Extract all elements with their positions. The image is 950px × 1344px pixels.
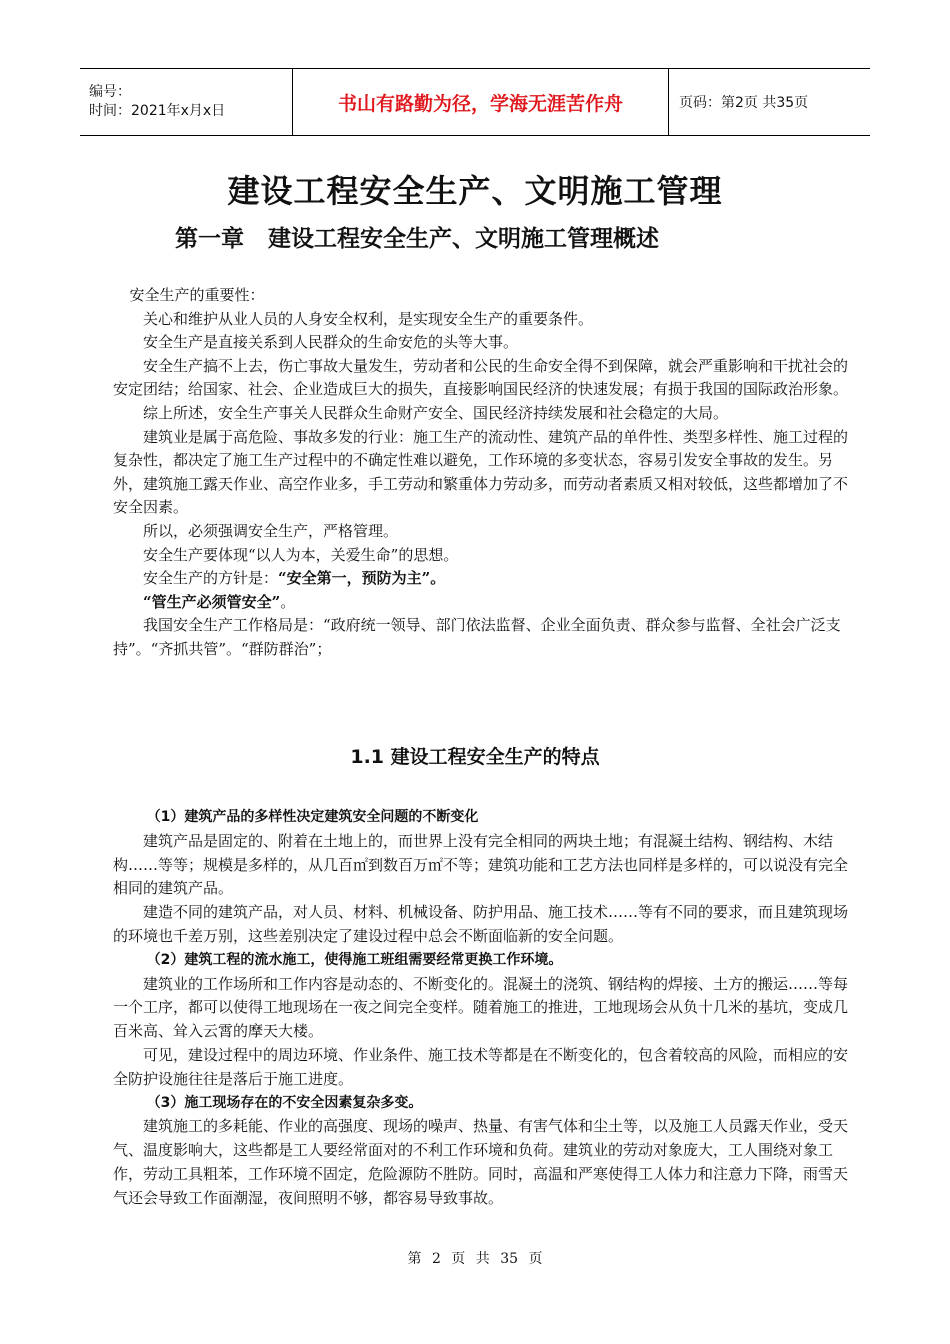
time-label: 时间：2021年x月x日: [89, 103, 226, 119]
subheading: （2）建筑工程的流水施工，使得施工班组需要经常更换工作环境。: [146, 951, 563, 968]
intro-body: [113, 284, 853, 662]
number-label: 编号：: [89, 84, 131, 100]
header-meta-cell: [80, 69, 293, 136]
paragraph: 建筑业是属于高危险、事故多发的行业：施工生产的流动性、建筑产品的单件性、类型多样性、施工过程的复杂性，都决定了施工生产过程中的不确定性难以避免，工作环境的多变状态，容易引发安全事故的发生。另外，建筑施工露天作业、高空作业多，手工劳动和繁重体力劳动多，而劳动者素质又相对较低，这些都增加了不安全因素。: [113, 427, 849, 517]
paragraph: 安全生产要体现“以人为本，关爱生命”的思想。: [143, 545, 459, 564]
header-table: [80, 68, 870, 136]
paragraph: 建造不同的建筑产品，对人员、材料、机械设备、防护用品、施工技术……等有不同的要求，而且建筑现场的环境也千差万别，这些差别决定了建设过程中总会不断面临新的安全问题。: [113, 903, 849, 945]
paragraph: 我国安全生产工作格局是：“政府统一领导、部门依法监督、企业全面负责、群众参与监督、全社会广泛支持”。“齐抓共管”。“群防群治”；: [113, 616, 841, 658]
paragraph: 可见，建设过程中的周边环境、作业条件、施工技术等都是在不断变化的，包含着较高的风险，而相应的安全防护设施往往是落后于施工进度。: [113, 1045, 849, 1088]
paragraph: 建筑施工的多耗能、作业的高强度、现场的噪声、热量、有害气体和尘土等，以及施工人员露天作业，受天气、温度影响大，这些都是工人要经常面对的不利工作环境和负荷。建筑业的劳动对象庞大，工人围绕对象工作，劳动工具粗苯，工作环境不固定，危险源防不胜防。同时，高温和严寒使得工人体力和注意力下降，雨雪天气还会导致工作面潮湿，夜间照明不够，都容易导致事故。: [113, 1117, 849, 1207]
motto: 书山有路勤为径，学海无涯苦作舟: [293, 69, 669, 136]
section-body: [113, 806, 853, 1211]
paragraph: 安全生产搞不上去，伤亡事故大量发生，劳动者和公民的生命安全得不到保障，就会严重影响和干扰社会的安定团结；给国家、社会、企业造成巨大的损失，直接影响国民经济的快速发展；有损于我国的国际政治形象。: [113, 356, 849, 399]
paragraph: 建筑产品是固定的、附着在土地上的，而世界上没有完全相同的两块土地；有混凝土结构、钢结构、木结构……等等；规模是多样的，从几百㎡到数百万㎡不等；建筑功能和工艺方法也同样是多样的，可以说没有完全相同的建筑产品。: [113, 831, 849, 898]
document-title: 建设工程安全生产、文明施工管理: [227, 172, 723, 210]
page-footer: 第 2 页 共 35 页: [407, 1251, 543, 1267]
paragraph: 所以，必须强调安全生产，严格管理。: [143, 521, 399, 540]
chapter-title: 第一章 建设工程安全生产、文明施工管理概述: [175, 226, 660, 252]
paragraph: 建筑业的工作场所和工作内容是动态的、不断变化的。混凝土的浇筑、钢结构的焊接、土方的搬运……等每一个工序，都可以使得工地现场在一夜之间完全变样。随着施工的推进，工地现场会从负十几米的基坑，变成几百米高、耸入云霄的摩天大楼。: [113, 974, 849, 1041]
paragraph: 安全生产的重要性：: [129, 286, 265, 304]
paragraph: [113, 567, 853, 591]
page-info: 页码：第2页 共35页: [669, 69, 871, 136]
punctuation: 。: [280, 592, 296, 611]
policy-slogan: “管生产必须管安全”: [143, 592, 281, 611]
paragraph: 安全生产是直接关系到人民群众的生命安危的头等大事。: [143, 333, 519, 352]
paragraph: [113, 591, 853, 615]
policy-label: 安全生产的方针是：: [143, 569, 279, 588]
paragraph: 综上所述，安全生产事关人民群众生命财产安全、国民经济持续发展和社会稳定的大局。: [143, 403, 729, 422]
subheading: （1）建筑产品的多样性决定建筑安全问题的不断变化: [146, 809, 479, 825]
section-title: 1.1 建设工程安全生产的特点: [350, 746, 600, 768]
policy-text: “安全第一，预防为主”。: [278, 569, 446, 588]
paragraph: 关心和维护从业人员的人身安全权利，是实现安全生产的重要条件。: [143, 309, 594, 328]
subheading: （3）施工现场存在的不安全因素复杂多变。: [146, 1094, 423, 1111]
